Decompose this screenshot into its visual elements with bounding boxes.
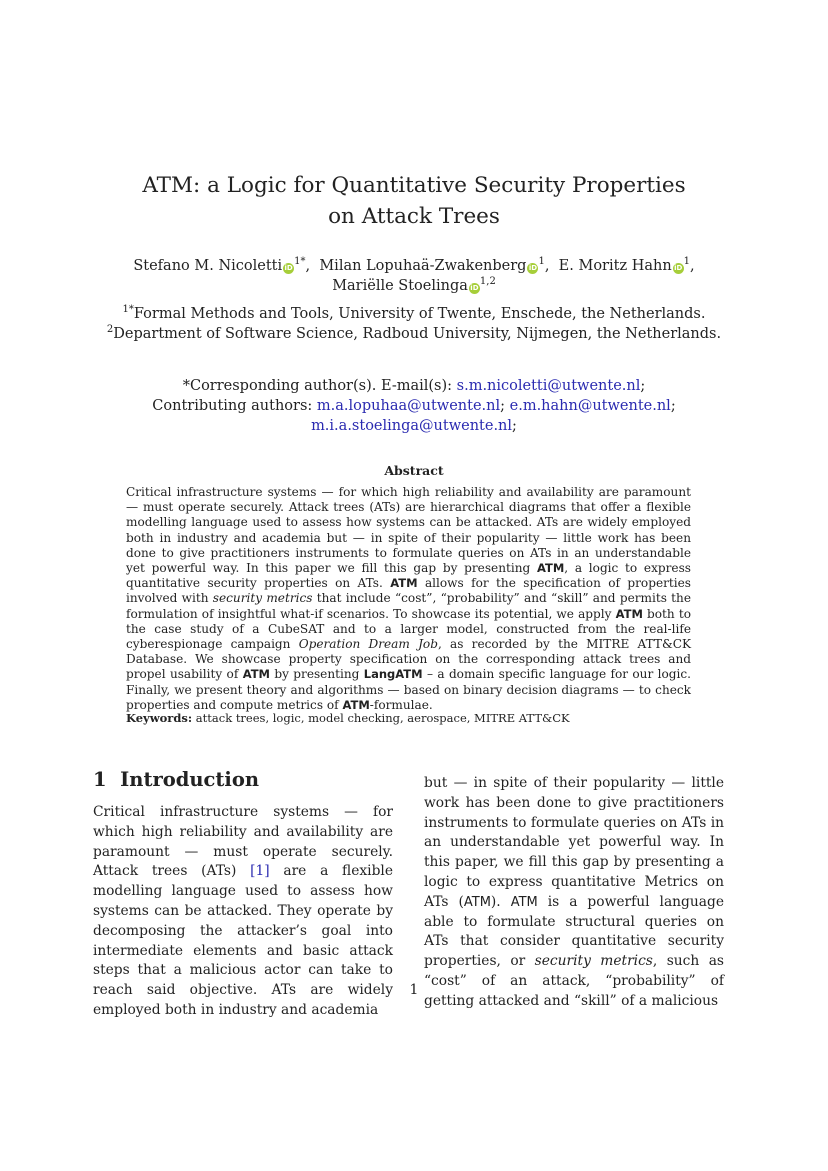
orcid-icon[interactable]: iD bbox=[528, 264, 538, 272]
email-link[interactable]: m.i.a.stoelinga@utwente.nl bbox=[311, 418, 513, 434]
atm-term: ATM bbox=[615, 606, 643, 621]
body-column-left: Critical infrastructure systems — for which high reliability and availability are paramount — must operate securely. Attack trees (ATs) [1] are a flexible modelling language used to assess how systems can be attacked. They operate by decomposing the attacker’s goal into intermediate elements and basic attack steps that a malicious actor can take to reach said objective. ATs are widely employed both in industry and academia bbox=[93, 804, 393, 1018]
abstract-heading: Abstract bbox=[384, 463, 444, 478]
author-name: E. Moritz Hahn bbox=[558, 258, 672, 274]
author-affil-sup: 1* bbox=[294, 256, 306, 267]
contributing-label: Contributing authors: bbox=[152, 398, 317, 414]
atm-term: ATM bbox=[536, 561, 565, 576]
atm-term: ATM bbox=[390, 576, 418, 591]
orcid-icon[interactable]: iD bbox=[674, 264, 683, 272]
page-number: 1 bbox=[409, 982, 419, 998]
abstract-text: Critical infrastructure systems — for which high reliability and availability are paramount — must operate securely. Attack trees (ATs) are hierarchical diagrams that offer a flexible modelling language used to assess how systems can be attacked. ATs are widely employed both in industry and academia but — in spite of their popularity — little work has been done to give practitioners instruments to formulate queries on ATs in an understandable yet powerful way. In this paper we fill this gap by presenting ATM, a logic to express quantitative security properties on ATs. ATM allows for the specification of properties involved with security metrics that include “cost”, “probability” and “skill” and permits the formulation of insightful what-if scenarios. To showcase its potential, we apply ATM both to the case study of a CubeSAT and to a larger model, constructed from the real-life cyberespionage campaign Operation Dream Job, as recorded by the MITRE ATT&CK Database. We showcase property specification on the corresponding attack trees and propel usability of ATM by presenting LangATM – a domain specific language for our logic. Finally, we present theory and algorithms — based on binary decision diagrams — to check properties and compute metrics of ATM-formulae. bbox=[126, 485, 692, 712]
email-link[interactable]: e.m.hahn@utwente.nl bbox=[509, 398, 671, 414]
emphasis: Operation Dream Job bbox=[298, 637, 438, 652]
affiliations bbox=[0, 304, 828, 344]
separator: ; bbox=[512, 418, 517, 434]
correspondence bbox=[0, 376, 828, 436]
corresponding-label: *Corresponding author(s). E-mail(s): bbox=[182, 378, 457, 394]
body-column-right: but — in spite of their popularity — little work has been done to give practitioners instruments to formulate queries on ATs in an understandable yet powerful way. In this paper, we fill this gap by presenting a logic to express quantitative Metrics on ATs (ATM). ATM is a powerful language able to formulate structural queries on ATs that consider quantitative security properties, or security metrics, such as “cost” of an attack, “probability” of getting attacked and “skill” of a malicious bbox=[424, 775, 724, 1009]
section-number: 1 bbox=[93, 768, 107, 791]
separator: ; bbox=[670, 398, 676, 414]
atm-term: ATM bbox=[242, 667, 270, 682]
affil-sup: 1* bbox=[122, 304, 134, 315]
affiliation-2: Department of Software Science, Radboud University, Nijmegen, the Netherlands. bbox=[113, 326, 722, 342]
email-link[interactable]: m.a.lopuhaa@utwente.nl bbox=[316, 398, 501, 414]
title-line-1: ATM: a Logic for Quantitative Security Properties bbox=[142, 173, 686, 198]
section-heading bbox=[93, 768, 259, 791]
title-line-2: on Attack Trees bbox=[328, 204, 500, 229]
author-name: Mariëlle Stoelinga bbox=[332, 278, 468, 294]
atm-term: ATM bbox=[510, 894, 538, 910]
emphasis: security metrics bbox=[534, 953, 653, 970]
citation-link[interactable]: [1] bbox=[250, 863, 270, 880]
email-link[interactable]: s.m.nicoletti@utwente.nl bbox=[456, 378, 641, 394]
orcid-icon[interactable]: iD bbox=[284, 264, 293, 272]
paper-title bbox=[0, 170, 828, 232]
section-title-text: Introduction bbox=[120, 768, 260, 791]
author-affil-sup: 1 bbox=[538, 256, 545, 267]
emphasis: security metrics bbox=[212, 591, 313, 606]
keywords-label: Keywords: bbox=[126, 711, 193, 725]
keywords bbox=[126, 711, 691, 725]
separator: ; bbox=[500, 398, 506, 414]
langatm-term: LangATM bbox=[363, 667, 423, 682]
keywords-list: attack trees, logic, model checking, aerospace, MITRE ATT&CK bbox=[192, 711, 570, 725]
atm-term: ATM bbox=[342, 697, 370, 712]
affiliation-1: Formal Methods and Tools, University of Twente, Enschede, the Netherlands. bbox=[133, 306, 706, 322]
affil-sup: 2 bbox=[106, 324, 114, 335]
separator: ; bbox=[640, 378, 646, 394]
author-list: Stefano M. Nicoletti $iD^{1*}$, Milan Lopuhaä-Zwakenberg $iD^1$, E. Moritz Hahn $iD^1$, Mariëlle Stoelinga iD$^{1,2}$ bbox=[133, 256, 695, 294]
author-name: Stefano M. Nicoletti bbox=[133, 258, 283, 274]
author-name: Milan Lopuhaä-Zwakenberg bbox=[319, 258, 527, 274]
author-affil-sup: 1 bbox=[683, 256, 691, 267]
orcid-icon[interactable]: iD bbox=[470, 284, 479, 292]
atm-term: ATM bbox=[463, 894, 491, 910]
author-affil-sup: 1,2 bbox=[479, 276, 496, 287]
